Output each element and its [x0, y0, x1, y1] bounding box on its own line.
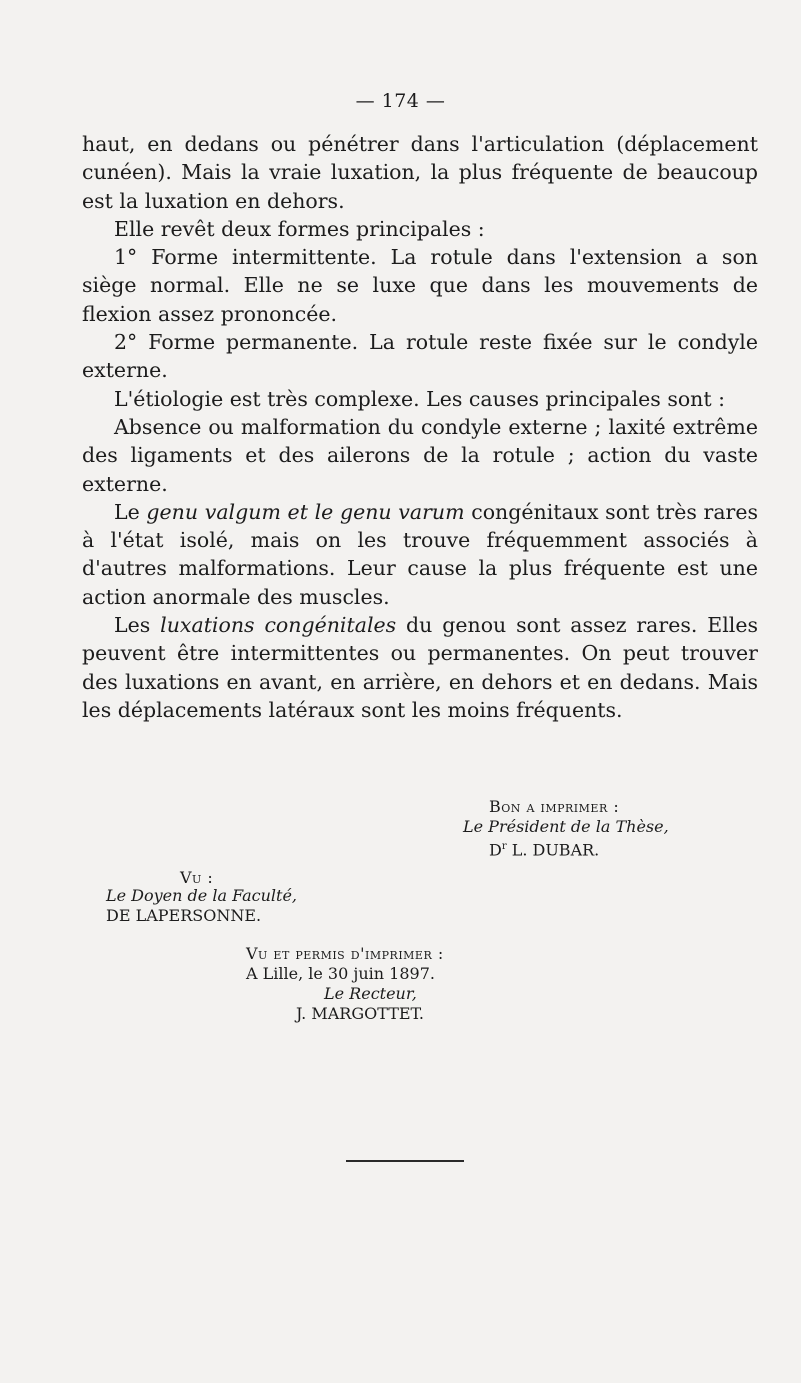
vu-label: Vu :: [180, 868, 214, 887]
permis-place-date: A Lille, le 30 juin 1897.: [246, 964, 435, 983]
page-number: — 174 —: [355, 90, 446, 112]
paragraph-6: Absence ou malformation du condyle externe ; laxité extrême des ligaments et des ailerons de la rotule ; action du vaste externe.: [82, 414, 758, 496]
recteur-title: Le Recteur,: [324, 984, 417, 1003]
doyen-name: DE LAPERSONNE.: [106, 906, 262, 925]
paragraph-7: [82, 498, 758, 611]
paragraph-7-italic: genu valgum et le genu varum: [146, 499, 465, 524]
paragraph-8-lead: Les: [114, 613, 161, 638]
paragraph-7-rest: congénitaux sont très rares à l'état isolé, mais on les trouve fréquemment associés à d'autres malformations. Leur cause la plus fréquente est une action anormale des muscles.: [82, 499, 758, 609]
permis-block: [246, 944, 646, 1024]
paragraph-1: haut, en dedans ou pénétrer dans l'articulation (déplacement cunéen). Mais la vraie luxation, la plus fréquente de beaucoup est la luxation en dehors.: [82, 132, 758, 213]
president-name: L. DUBAR.: [506, 840, 600, 860]
doyen-block: [106, 886, 406, 926]
paragraph-8-rest: du genou sont assez rares. Elles peuvent être intermittentes ou permanentes. On peut trouver des luxations en avant, en arrière, en dehors et en dedans. Mais les déplacements latéraux sont les moins fréquents.: [82, 613, 758, 722]
recteur-name: J. MARGOTTET.: [296, 1004, 424, 1023]
bon-a-imprimer-block: [463, 797, 763, 860]
paragraph-8-italic: luxations congénitales: [160, 613, 397, 638]
president-sup: r: [501, 841, 507, 852]
paragraph-8: [82, 611, 758, 724]
president-title: Le Président de la Thèse,: [463, 817, 669, 836]
president-name-line: [463, 837, 763, 860]
paragraph-2: Elle revêt deux formes principales :: [114, 216, 485, 241]
president-prefix: D: [489, 840, 502, 860]
paragraph-7-lead: Le: [114, 499, 147, 524]
paragraph-3: 1° Forme intermittente. La rotule dans l'extension a son siège normal. Elle ne se luxe que dans les mouvements de flexion assez prononcée.: [82, 245, 758, 326]
body-text: [82, 130, 758, 724]
doyen-title: Le Doyen de la Faculté,: [106, 886, 297, 905]
paragraph-5: L'étiologie est très complexe. Les causes principales sont :: [114, 386, 726, 411]
permis-title: Vu et permis d'imprimer :: [246, 944, 444, 963]
paragraph-4: 2° Forme permanente. La rotule reste fixée sur le condyle externe.: [82, 330, 758, 383]
closing-rule: [346, 1160, 464, 1162]
bon-a-imprimer-title: Bon a imprimer :: [489, 797, 620, 816]
